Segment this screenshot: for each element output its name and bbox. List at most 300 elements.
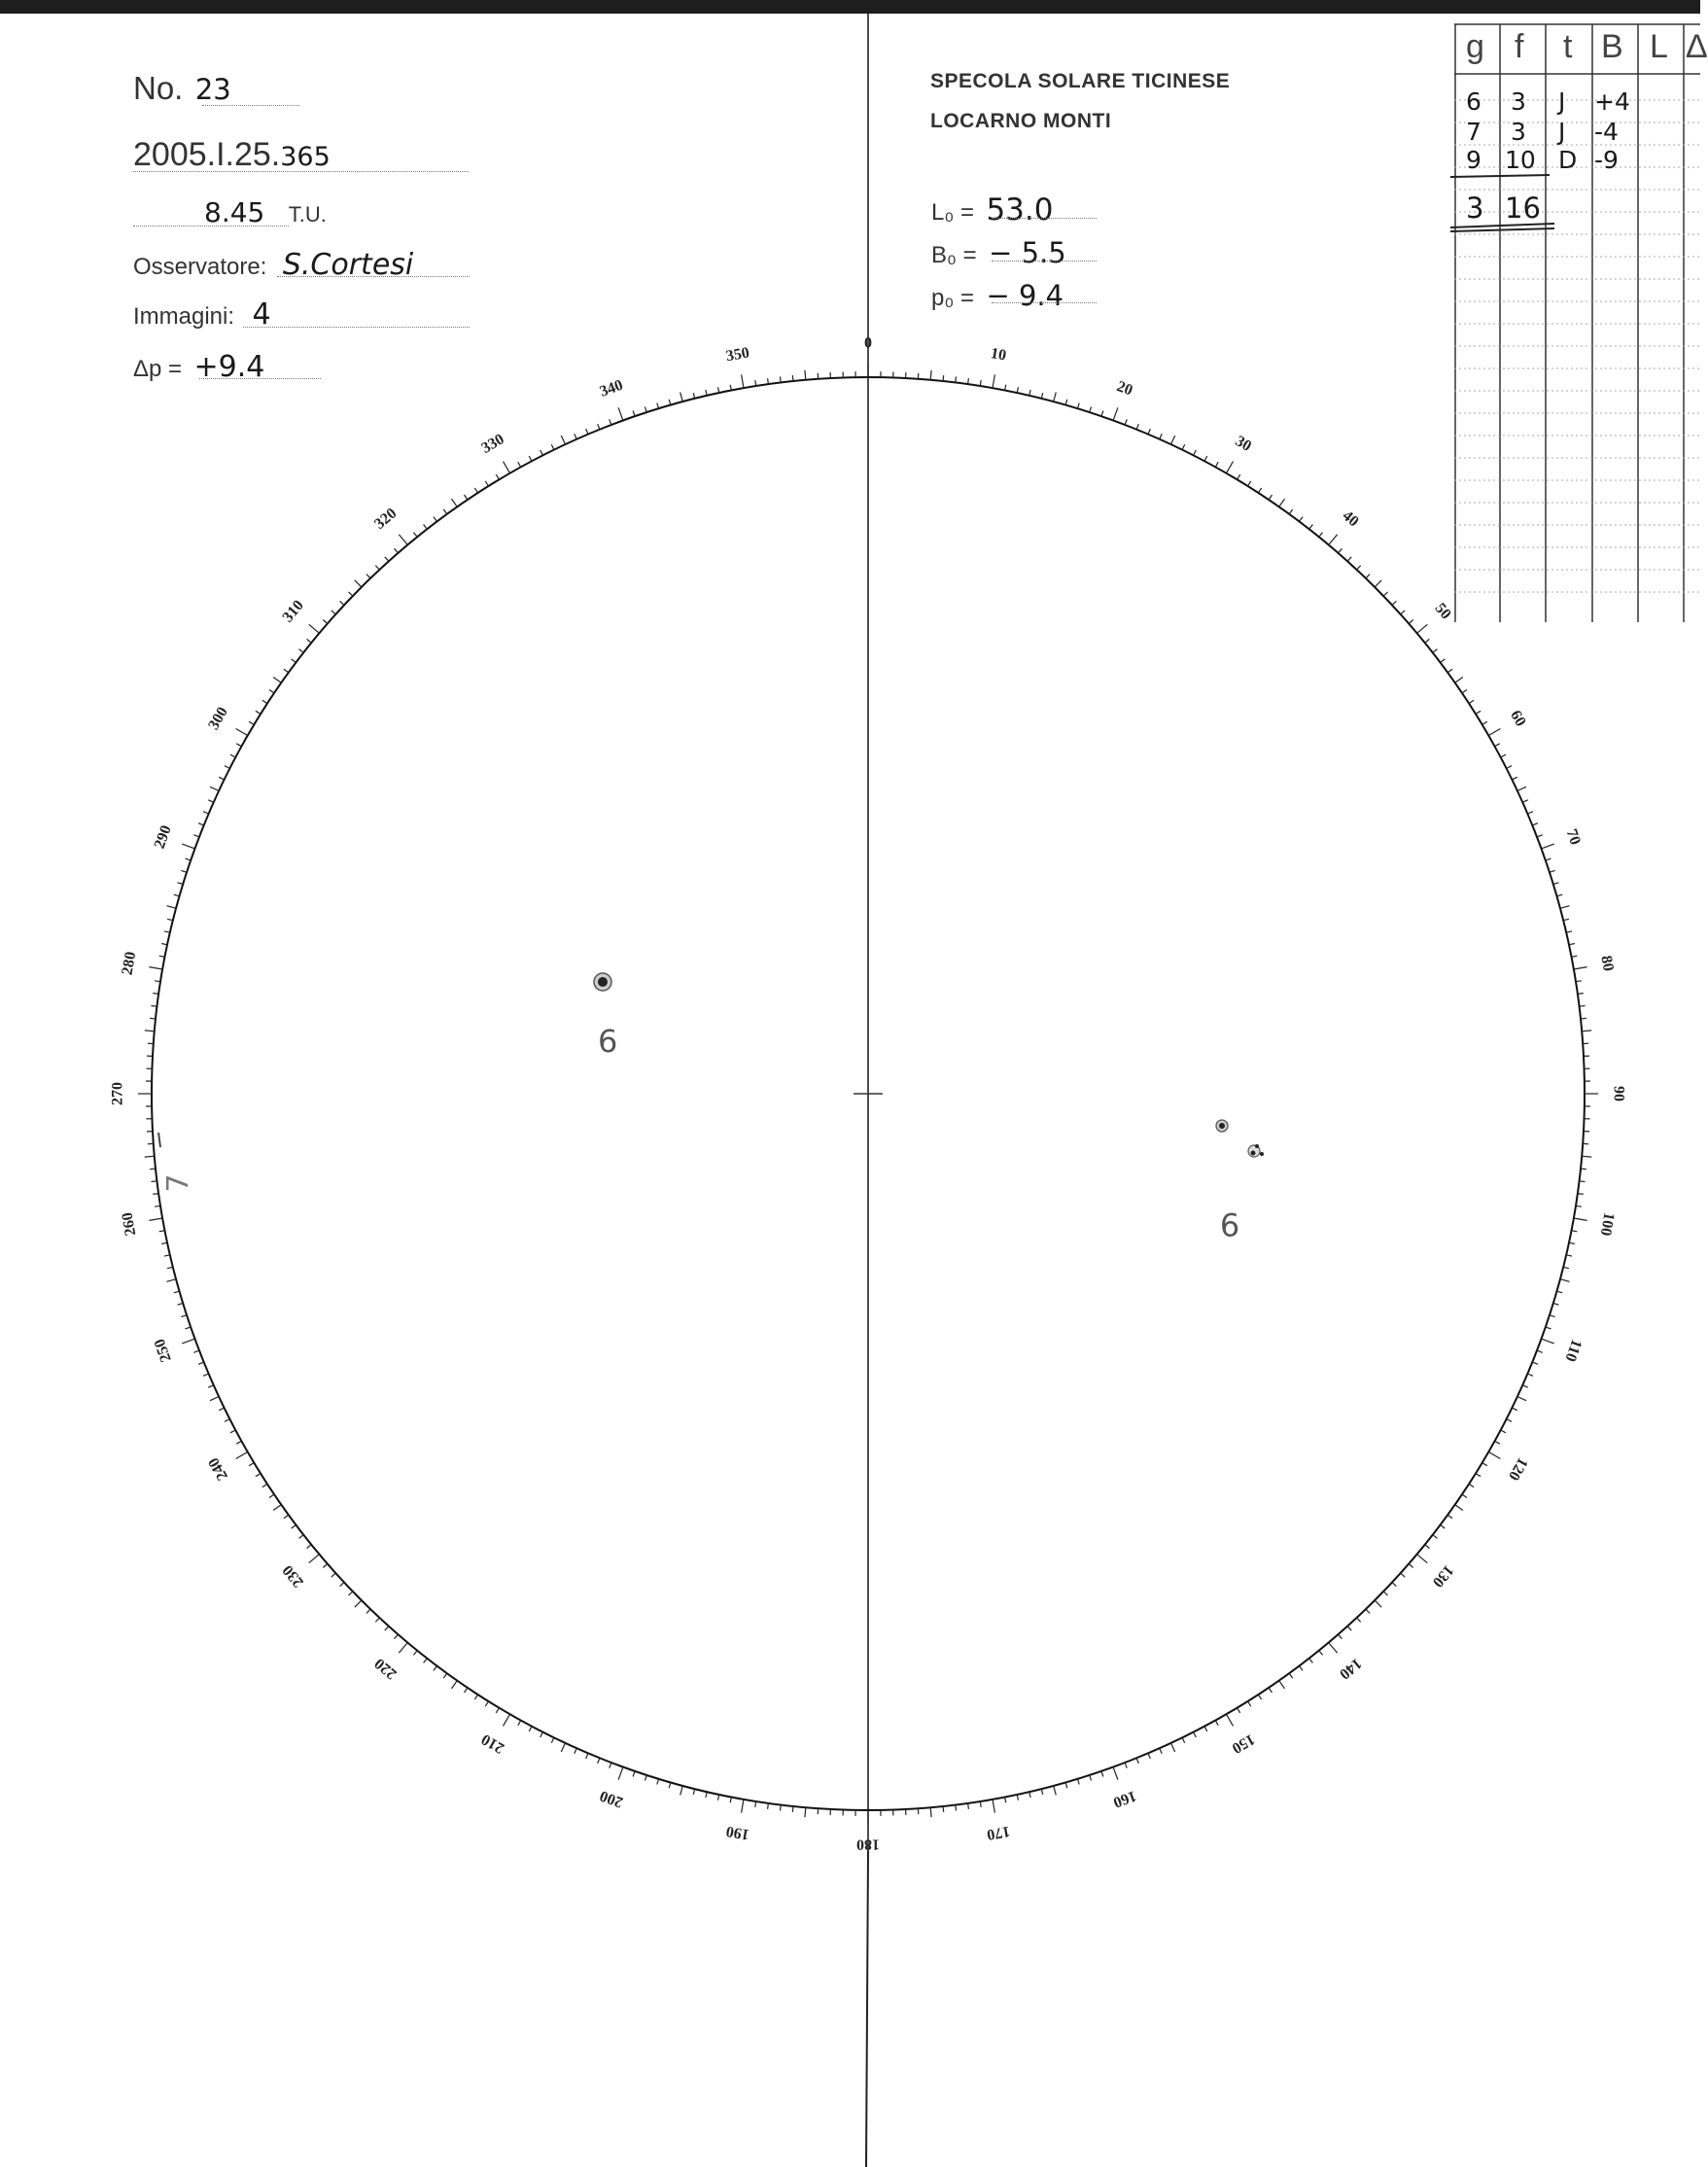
spot-umbra — [598, 977, 608, 987]
degree-tick — [1556, 1291, 1562, 1293]
degree-tick — [1572, 1231, 1578, 1232]
degree-tick — [1441, 1525, 1446, 1529]
degree-tick — [152, 1181, 157, 1182]
degree-tick — [1227, 1714, 1234, 1726]
degree-tick — [1136, 1758, 1138, 1764]
degree-tick — [1054, 393, 1057, 402]
B0-value: − 5.5 — [989, 236, 1066, 269]
col-header-g: g — [1466, 28, 1484, 65]
number-label: No. — [133, 70, 184, 106]
group-label-9: 9 — [1219, 1206, 1240, 1242]
degree-tick — [792, 1806, 793, 1812]
L0-label: L₀ = — [931, 199, 974, 226]
degree-tick — [956, 1805, 957, 1811]
degree-tick — [1194, 1732, 1197, 1737]
group-label-6: 6 — [598, 1023, 618, 1060]
degree-tick — [292, 659, 296, 663]
degree-tick — [413, 1651, 417, 1656]
degree-tick — [1269, 495, 1272, 500]
axis-line-bottom — [866, 1851, 868, 2167]
degree-tick — [249, 721, 254, 724]
degree-tick — [269, 1494, 274, 1497]
degree-tick — [586, 429, 588, 435]
degree-tick — [236, 729, 248, 736]
degree-tick — [1433, 1535, 1438, 1539]
degree-label: 310 — [279, 597, 307, 626]
degree-tick — [452, 499, 458, 507]
degree-tick — [340, 1583, 344, 1587]
degree-tick — [164, 1255, 170, 1256]
degree-tick — [236, 744, 241, 747]
degree-tick — [742, 374, 744, 388]
degree-tick — [968, 378, 969, 384]
degree-tick — [309, 624, 320, 633]
degree-tick — [1507, 766, 1512, 769]
degree-tick — [1375, 580, 1381, 587]
degree-tick — [968, 1803, 969, 1809]
degree-tick — [164, 931, 170, 932]
degree-tick — [1550, 870, 1555, 872]
degree-tick — [186, 858, 192, 860]
degree-tick — [284, 1515, 289, 1519]
images-value: 4 — [252, 297, 271, 332]
degree-tick — [1542, 844, 1554, 849]
degree-tick — [225, 766, 229, 769]
total-spots: 16 — [1505, 192, 1541, 225]
degree-tick — [236, 1452, 248, 1459]
degree-tick — [1488, 1452, 1500, 1459]
degree-tick — [561, 436, 565, 444]
degree-tick — [1148, 429, 1150, 435]
degree-tick — [323, 620, 328, 624]
degree-tick — [284, 669, 289, 673]
degree-tick — [1572, 956, 1578, 957]
degree-tick — [1550, 1315, 1555, 1317]
spot-umbra — [1251, 1151, 1256, 1156]
degree-tick — [236, 1441, 241, 1444]
degree-tick — [1527, 812, 1533, 814]
degree-tick — [1569, 944, 1575, 945]
degree-tick — [1125, 419, 1127, 425]
degree-tick — [273, 1505, 281, 1511]
row2-f: 3 — [1511, 118, 1526, 146]
degree-tick — [1392, 601, 1396, 605]
row2-B: -4 — [1594, 118, 1619, 146]
degree-tick — [323, 1564, 328, 1568]
degree-label: 120 — [1505, 1454, 1531, 1484]
degree-tick — [375, 566, 379, 570]
degree-tick — [1347, 557, 1351, 562]
degree-tick — [1182, 444, 1185, 449]
degree-tick — [1476, 1474, 1481, 1477]
degree-tick — [203, 812, 209, 814]
degree-label: 150 — [1229, 1730, 1258, 1757]
degree-tick — [993, 1800, 994, 1813]
degree-label: 130 — [1429, 1561, 1457, 1590]
degree-tick — [1101, 1771, 1103, 1777]
B0-label: B₀ = — [931, 242, 977, 268]
degree-tick — [1517, 1397, 1526, 1401]
degree-tick — [551, 444, 554, 449]
sunspot-group-9 — [1216, 1120, 1264, 1157]
row1-f: 3 — [1511, 87, 1526, 116]
degree-tick — [465, 495, 468, 500]
degree-tick — [193, 835, 199, 837]
degree-tick — [657, 1779, 659, 1785]
degree-tick — [1542, 1339, 1554, 1344]
degree-tick — [153, 994, 158, 995]
degree-tick — [1339, 548, 1342, 553]
degree-label: 80 — [1597, 954, 1617, 973]
degree-tick — [1563, 919, 1569, 920]
degree-label: 250 — [151, 1336, 175, 1365]
degree-tick — [159, 956, 165, 957]
degree-tick — [1029, 1792, 1030, 1798]
degree-tick — [340, 601, 344, 605]
degree-tick — [496, 474, 499, 479]
degree-tick — [395, 1634, 399, 1639]
degree-tick — [1560, 906, 1570, 909]
degree-tick — [1469, 700, 1474, 703]
degree-tick — [1580, 1006, 1586, 1007]
L0-value: 53.0 — [986, 192, 1054, 227]
degree-tick — [1578, 994, 1584, 995]
degree-tick — [182, 844, 194, 849]
degree-tick — [1574, 967, 1587, 969]
degree-tick — [331, 611, 336, 614]
degree-tick — [504, 1714, 510, 1726]
degree-tick — [1425, 1545, 1430, 1549]
degree-tick — [1090, 1775, 1092, 1781]
degree-tick — [219, 777, 224, 780]
degree-tick — [465, 1688, 468, 1693]
degree-tick — [145, 1156, 155, 1157]
degree-tick — [1383, 1591, 1387, 1595]
degree-tick — [540, 1732, 543, 1737]
degree-tick — [203, 1374, 209, 1376]
degree-tick — [575, 1748, 576, 1754]
P0-value: − 9.4 — [986, 279, 1064, 312]
degree-tick — [1194, 450, 1197, 455]
degree-label: 40 — [1339, 507, 1362, 531]
degree-tick — [1005, 1798, 1006, 1803]
degree-tick — [805, 370, 806, 380]
degree-tick — [1582, 1156, 1591, 1157]
degree-label: 10 — [989, 345, 1008, 365]
degree-label: 200 — [597, 1787, 626, 1811]
degree-tick — [186, 1327, 192, 1329]
degree-tick — [198, 1362, 204, 1364]
degree-tick — [1289, 509, 1293, 514]
degree-tick — [1248, 481, 1251, 486]
row1-B: +4 — [1594, 87, 1630, 116]
degree-tick — [262, 1484, 267, 1486]
degree-tick — [633, 1771, 635, 1777]
degree-label: 210 — [478, 1730, 507, 1757]
degree-tick — [424, 525, 428, 530]
degree-tick — [1005, 385, 1006, 391]
degree-tick — [718, 1795, 719, 1800]
degree-tick — [1401, 611, 1406, 614]
degree-tick — [1065, 1782, 1067, 1788]
dp-value: +9.4 — [193, 350, 265, 384]
col-header-f: f — [1515, 28, 1524, 65]
row1-g: 6 — [1466, 87, 1481, 116]
degree-tick — [1462, 1494, 1467, 1497]
degree-tick — [273, 678, 281, 683]
degree-tick — [1113, 407, 1118, 420]
degree-label: 300 — [205, 704, 231, 733]
degree-tick — [474, 488, 477, 493]
degree-tick — [225, 1419, 229, 1422]
degree-tick — [730, 385, 731, 391]
degree-tick — [1215, 1721, 1218, 1726]
degree-tick — [1319, 533, 1323, 538]
degree-tick — [269, 690, 274, 693]
degree-tick — [669, 1782, 671, 1788]
degree-tick — [1090, 406, 1092, 412]
degree-tick — [1339, 1634, 1342, 1639]
degree-tick — [1482, 1463, 1487, 1466]
degree-label: 70 — [1562, 826, 1585, 848]
degree-tick — [309, 1555, 320, 1563]
dp-label: Δp = — [133, 356, 183, 382]
degree-tick — [781, 377, 782, 383]
degree-tick — [182, 1339, 194, 1344]
degree-tick — [706, 1792, 707, 1798]
row3-g: 9 — [1466, 146, 1481, 174]
degree-tick — [452, 1681, 458, 1689]
degree-tick — [993, 374, 994, 388]
degree-tick — [210, 1397, 219, 1401]
degree-tick — [474, 1695, 477, 1699]
degree-tick — [1300, 517, 1304, 522]
degree-tick — [230, 1430, 235, 1433]
degree-tick — [1546, 858, 1551, 860]
degree-tick — [561, 1743, 565, 1752]
degree-tick — [1054, 1786, 1057, 1796]
degree-tick — [1553, 883, 1559, 885]
degree-tick — [210, 786, 219, 790]
degree-tick — [781, 1805, 782, 1811]
institute-location: LOCARNO MONTI — [930, 110, 1112, 132]
degree-tick — [1319, 1651, 1323, 1656]
degree-tick — [1375, 1600, 1381, 1607]
degree-label: 240 — [205, 1454, 231, 1484]
degree-tick — [1309, 525, 1313, 530]
degree-tick — [1383, 592, 1387, 596]
degree-tick — [1581, 1169, 1586, 1170]
degree-tick — [434, 1666, 437, 1671]
degree-tick — [443, 1673, 447, 1678]
degree-tick — [956, 377, 957, 383]
degree-tick — [645, 1775, 646, 1781]
degree-tick — [167, 1267, 173, 1268]
degree-tick — [424, 1659, 428, 1663]
degree-tick — [1289, 1673, 1293, 1678]
degree-tick — [1495, 744, 1500, 747]
degree-tick — [181, 1315, 187, 1317]
degree-tick — [610, 419, 611, 425]
degree-tick — [1366, 1609, 1370, 1613]
degree-tick — [1409, 620, 1413, 624]
degree-label: 160 — [1110, 1787, 1139, 1811]
degree-label: 270 — [109, 1082, 126, 1105]
degree-tick — [262, 700, 267, 703]
degree-tick — [551, 1737, 554, 1742]
degree-tick — [1160, 434, 1162, 439]
row3-B: -9 — [1594, 146, 1619, 174]
degree-tick — [161, 944, 167, 945]
degree-tick — [768, 378, 769, 384]
degree-tick — [680, 393, 683, 402]
degree-tick — [1101, 411, 1103, 417]
degree-tick — [518, 1721, 521, 1726]
degree-label: 220 — [371, 1655, 401, 1683]
degree-label: 340 — [597, 376, 626, 401]
degree-tick — [1425, 639, 1430, 643]
degree-tick — [385, 557, 389, 562]
degree-tick — [1556, 894, 1562, 896]
degree-tick — [1512, 1408, 1516, 1411]
degree-tick — [249, 1463, 254, 1466]
degree-label: 260 — [119, 1210, 140, 1238]
degree-tick — [1017, 387, 1018, 393]
degree-tick — [504, 462, 510, 473]
degree-tick — [768, 1803, 769, 1809]
degree-tick — [1347, 1626, 1351, 1631]
degree-tick — [680, 1786, 683, 1796]
degree-tick — [1563, 1267, 1569, 1268]
degree-tick — [307, 639, 312, 643]
degree-tick — [1537, 835, 1543, 837]
degree-tick — [669, 400, 671, 405]
degree-label: 230 — [279, 1561, 307, 1590]
degree-tick — [1455, 1505, 1463, 1511]
row3-t: D — [1558, 146, 1578, 174]
degree-tick — [618, 407, 623, 420]
degree-tick — [1495, 1441, 1500, 1444]
degree-tick — [1329, 1643, 1338, 1654]
degree-tick — [1148, 1753, 1150, 1759]
degree-label: 100 — [1596, 1210, 1618, 1238]
degree-tick — [178, 883, 184, 885]
degree-tick — [1532, 823, 1538, 825]
degree-tick — [742, 1800, 744, 1813]
degree-tick — [167, 1279, 177, 1282]
degree-tick — [1171, 1743, 1175, 1752]
degree-tick — [1469, 1484, 1474, 1486]
degree-tick — [174, 894, 180, 896]
degree-tick — [1269, 1688, 1272, 1693]
degree-label: 190 — [724, 1822, 751, 1843]
spot-umbra — [1255, 1144, 1259, 1148]
degree-tick — [256, 1474, 261, 1477]
observer-label: Osservatore: — [133, 254, 267, 280]
degree-tick — [1417, 624, 1428, 633]
degree-tick — [1517, 786, 1526, 790]
degree-tick — [1409, 1564, 1413, 1568]
degree-tick — [1581, 1018, 1586, 1019]
degree-tick — [395, 548, 399, 553]
degree-tick — [385, 1626, 389, 1631]
degree-tick — [1512, 777, 1516, 780]
col-header-t: t — [1563, 28, 1573, 65]
degree-tick — [1204, 1727, 1207, 1731]
degree-tick — [1182, 1737, 1185, 1742]
degree-tick — [718, 387, 719, 393]
degree-tick — [1204, 456, 1207, 461]
group-label-7: 7 — [161, 1173, 195, 1193]
degree-tick — [299, 1535, 304, 1539]
degree-tick — [693, 1789, 694, 1795]
degree-tick — [1482, 721, 1487, 724]
degree-tick — [943, 375, 944, 381]
time-unit: T.U. — [288, 202, 327, 227]
degree-tick — [1029, 390, 1030, 396]
degree-label: 320 — [371, 505, 401, 533]
degree-tick — [1501, 1430, 1506, 1433]
degree-tick — [1501, 754, 1506, 757]
degree-tick — [1136, 424, 1138, 430]
col-header-delta: Δ — [1686, 28, 1708, 65]
degree-tick — [1569, 1242, 1575, 1243]
time-value: 8.45 — [204, 196, 265, 228]
degree-tick — [355, 1600, 362, 1607]
degree-tick — [1553, 1304, 1559, 1306]
degree-tick — [1237, 1708, 1240, 1713]
degree-label: 0 — [864, 334, 872, 352]
degree-tick — [331, 1573, 336, 1577]
degree-tick — [540, 450, 543, 455]
degree-tick — [496, 1708, 499, 1713]
degree-tick — [193, 1350, 199, 1352]
degree-tick — [443, 509, 447, 514]
degree-tick — [1546, 1327, 1551, 1329]
degree-tick — [375, 1618, 379, 1622]
degree-tick — [292, 1525, 296, 1529]
degree-tick — [149, 967, 162, 969]
degree-tick — [485, 1701, 488, 1706]
degree-tick — [1041, 1789, 1042, 1795]
degree-tick — [657, 403, 659, 409]
degree-tick — [219, 1408, 224, 1411]
degree-label: 60 — [1507, 707, 1529, 730]
degree-tick — [1171, 436, 1175, 444]
degree-tick — [1433, 649, 1438, 653]
sunspot-group-6 — [594, 973, 611, 991]
degree-tick — [930, 1807, 931, 1817]
observer-value: S.Cortesi — [282, 248, 414, 282]
degree-tick — [1560, 1279, 1570, 1282]
degree-tick — [943, 1806, 944, 1812]
spot-umbra — [1219, 1123, 1225, 1129]
degree-tick — [1566, 931, 1572, 932]
degree-tick — [174, 1291, 180, 1293]
degree-tick — [1417, 1555, 1428, 1563]
degree-tick — [1248, 1701, 1251, 1706]
degree-tick — [399, 1643, 407, 1654]
degree-tick — [1227, 462, 1234, 473]
degree-tick — [1447, 1515, 1452, 1519]
col-header-L: L — [1650, 28, 1668, 65]
degree-tick — [1522, 1385, 1528, 1387]
degree-label: 330 — [478, 431, 507, 457]
degree-tick — [355, 580, 362, 587]
degree-tick — [152, 1006, 157, 1007]
degree-tick — [1441, 659, 1446, 663]
degree-tick — [586, 1753, 588, 1759]
